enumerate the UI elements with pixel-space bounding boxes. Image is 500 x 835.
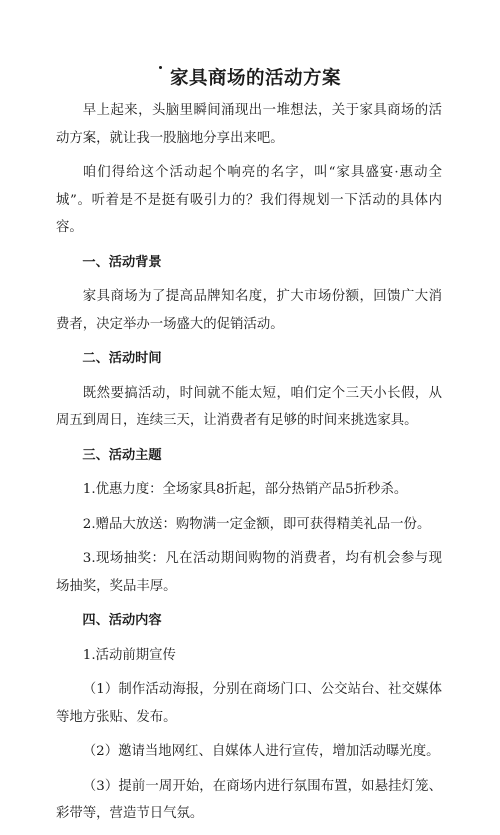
paragraph-intro-2: 咱们得给这个活动起个响亮的名字，叫“家具盛宴·惠动全城”。听着是不是挺有吸引力的？我们得规划一下活动的具体内容。 [56, 165, 442, 235]
paragraph-content-item-3: （3）提前一周开始，在商场内进行氛围布置，如悬挂灯笼、彩带等，营造节日气氛。 [56, 778, 442, 821]
section-heading-content: 四、活动内容 [82, 613, 162, 628]
paragraph-background: 家具商场为了提高品牌知名度，扩大市场份额，回馈广大消费者，决定举办一场盛大的促销活动。 [56, 289, 442, 332]
paragraph-theme-discount: 1.优惠力度：全场家具8折起，部分热销产品5折秒杀。 [82, 482, 408, 497]
paragraph-time: 既然要搞活动，时间就不能太短，咱们定个三天小长假，从周五到周日，连续三天，让消费者有足够的时间来挑选家具。 [56, 385, 442, 428]
paragraph-content-item-2: （2）邀请当地网红、自媒体人进行宣传，增加活动曝光度。 [82, 744, 440, 759]
title-row [0, 64, 500, 90]
section-heading-theme: 三、活动主题 [82, 447, 162, 463]
section-heading-background: 一、活动背景 [82, 254, 162, 270]
paragraph-content-item-1: （1）制作活动海报，分别在商场门口、公交站台、社交媒体等地方张贴、发布。 [56, 682, 442, 725]
paragraph-intro-1: 早上起来，头脑里瞬间涌现出一堆想法，关于家具商场的活动方案，就让我一股脑地分享出来吧。 [56, 103, 442, 146]
paragraph-theme-gifts: 2.赠品大放送：购物满一定金额，即可获得精美礼品一份。 [82, 516, 431, 532]
document-body [56, 97, 442, 835]
bullet-dot [159, 66, 162, 69]
paragraph-theme-lottery: 3.现场抽奖：凡在活动期间购物的消费者，均有机会参与现场抽奖，奖品丰厚。 [56, 551, 442, 594]
paragraph-content-prepromo: 1.活动前期宣传 [82, 647, 176, 663]
document-title: 家具商场的活动方案 [170, 68, 342, 89]
section-heading-time: 二、活动时间 [82, 351, 162, 366]
